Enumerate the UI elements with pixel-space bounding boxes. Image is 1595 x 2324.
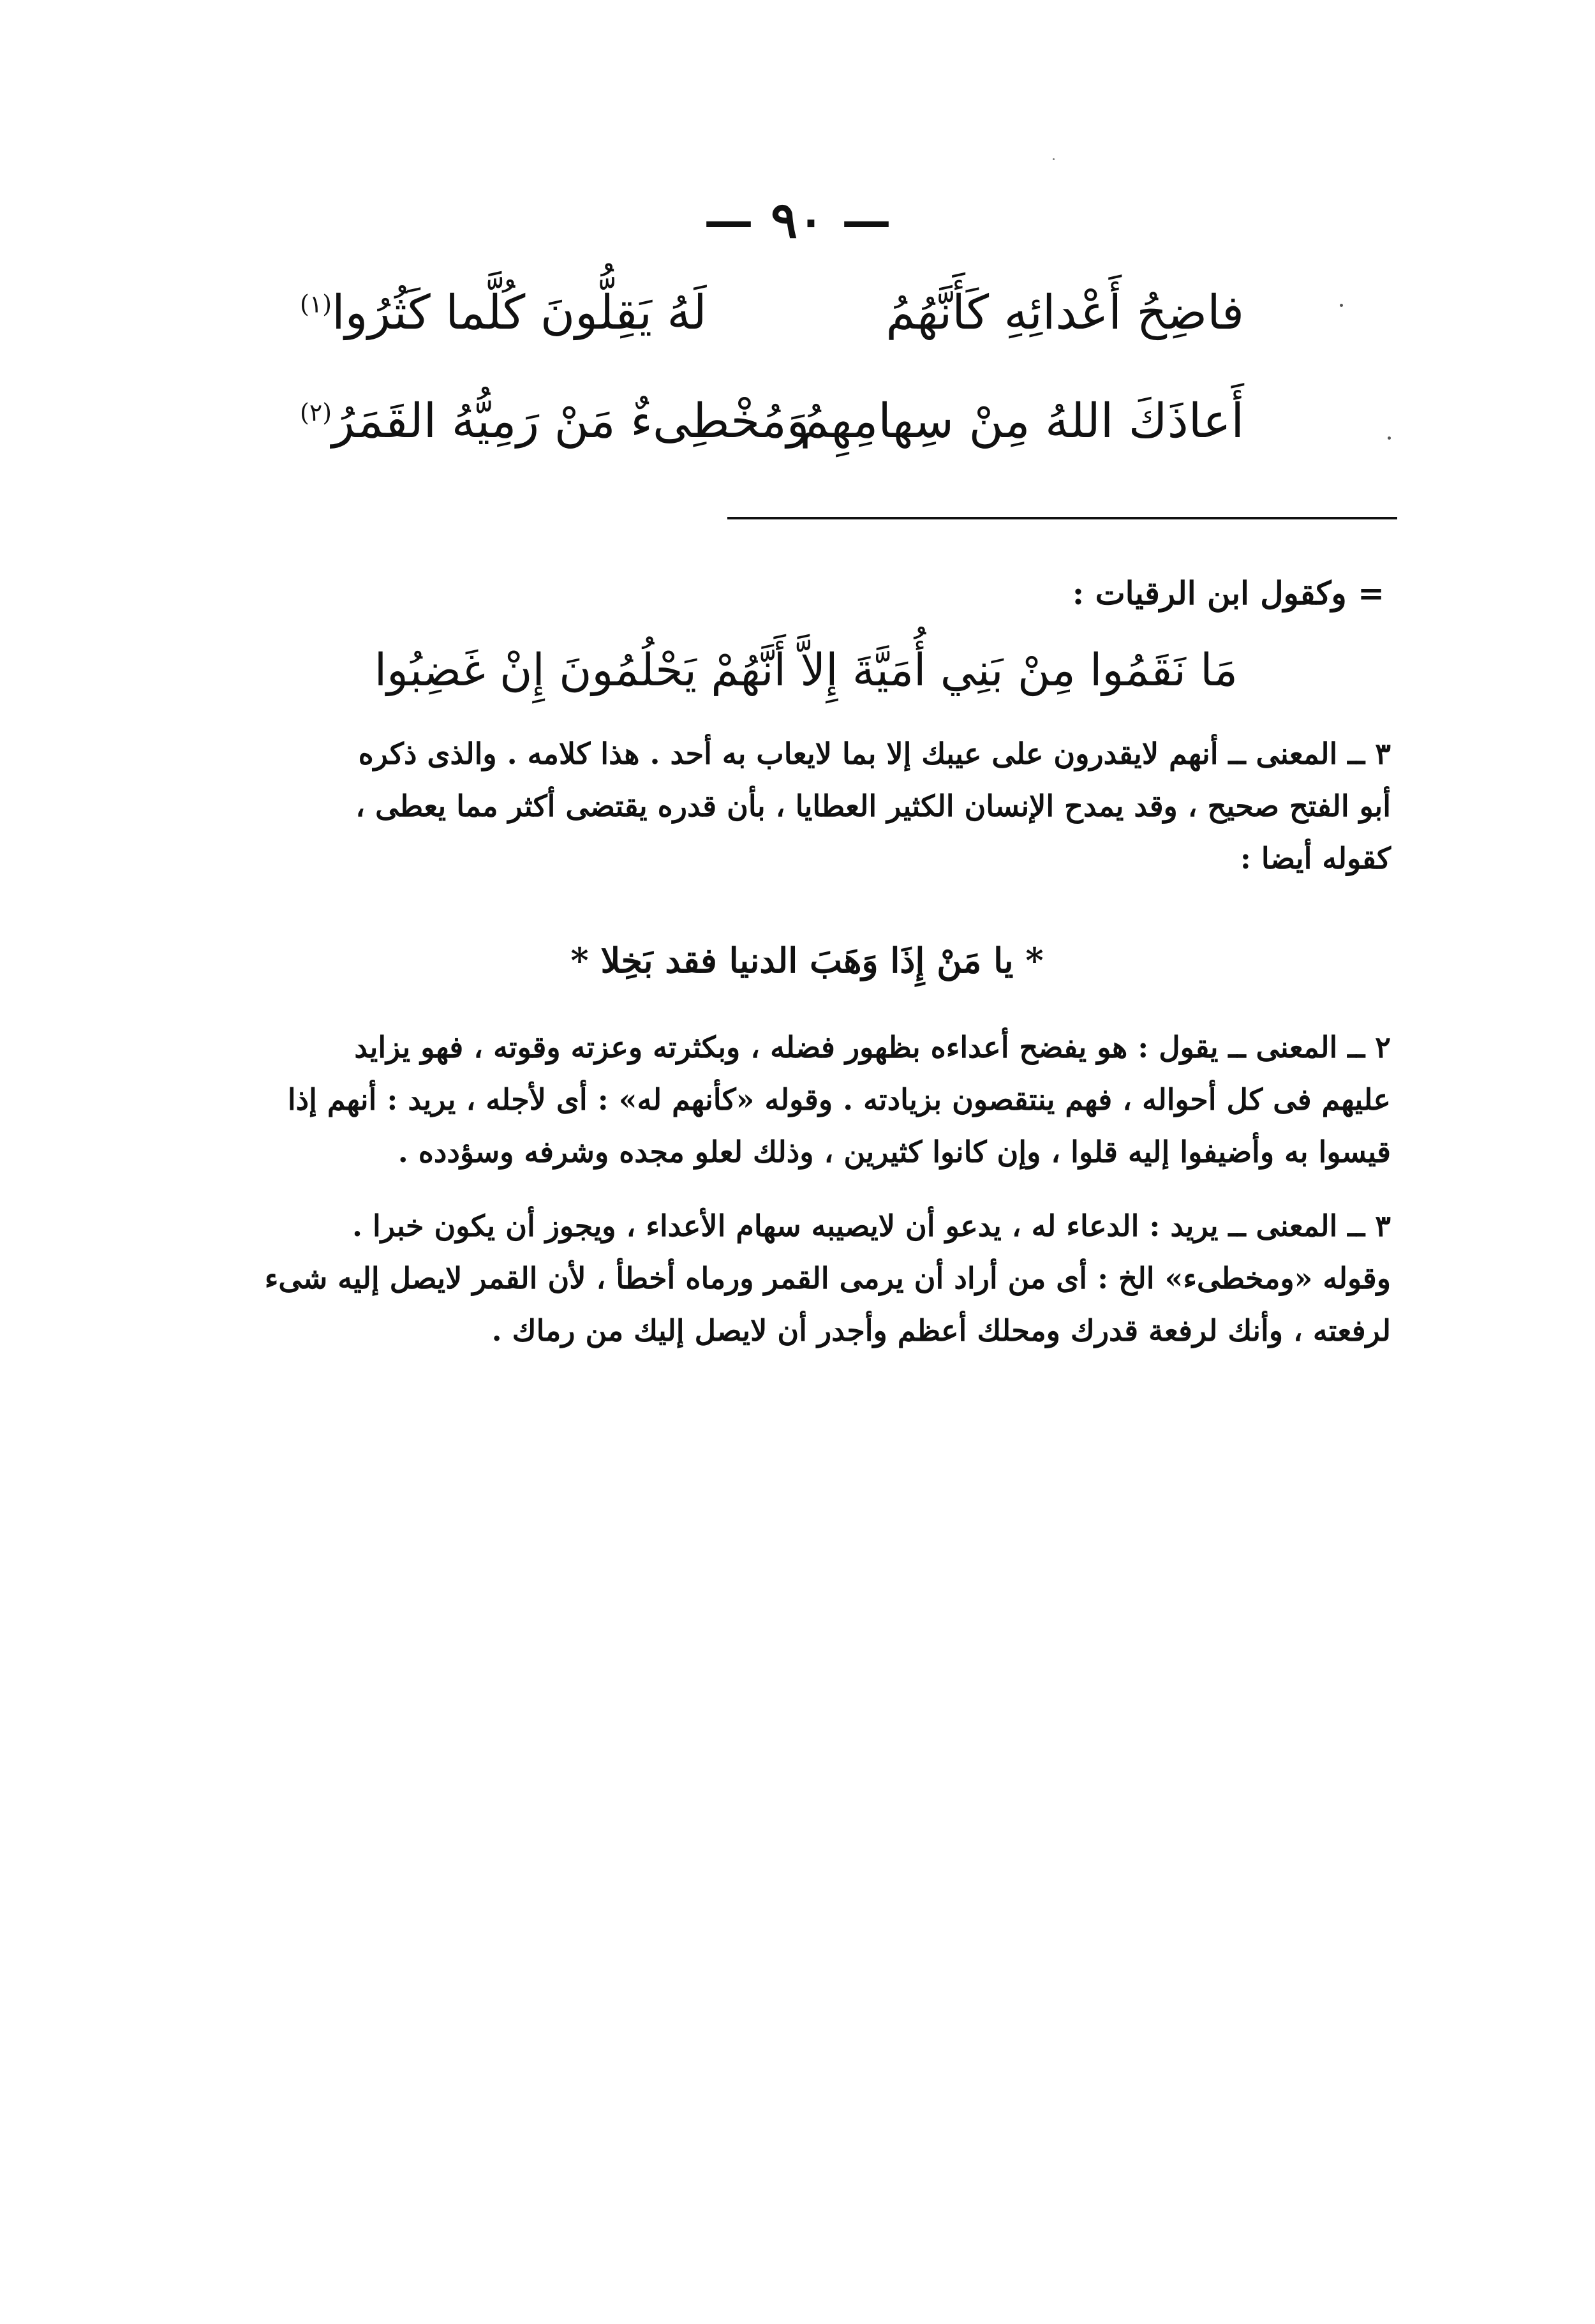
footnote-3-line: ٣ ــ المعنى ــ يريد : الدعاء له ، يدعو أن لايصيبه سهام الأعداء ، ويجوز أن يكون خبرا .: [352, 1209, 1391, 1243]
verse-1-second-hemistich-text: لَهُ يَقِلُّونَ كُلَّما كَثُرُوا: [332, 285, 707, 340]
scan-dot: [1340, 304, 1343, 307]
footnote-separator: [727, 517, 1397, 519]
footnote-3: [198, 1200, 1391, 1357]
footnote-3-line: لرفعته ، وأنك لرفعة قدرك ومحلك أعظم وأجدر أن لايصل إليك من رماك .: [491, 1313, 1391, 1348]
verse-1-second-hemistich: [300, 274, 707, 351]
footnote-1-line: أبو الفتح صحيح ، وقد يمدح الإنسان الكثير العطايا ، بأن قدره يقتضى أكثر مما يعطى ،: [355, 789, 1391, 823]
footnote-continuation-intro: = وكقول ابن الرقيات :: [1072, 574, 1384, 612]
verse-2-second-hemistich-text: وَمُخْطِىءٌ مَنْ رَمِيُّهُ القَمَرُ: [332, 394, 810, 449]
centered-quote: * يا مَنْ إِذَا وَهَبَ الدنيا فقد بَخِلا *: [570, 940, 1044, 981]
footnote-2-line: عليهم فى كل أحواله ، فهم ينتقصون بزيادته . وقوله «كأنهم له» : أى لأجله ، يريد : أنهم إذا: [287, 1082, 1391, 1117]
footnote-3-line: وقوله «ومخطىء» الخ : أى من أراد أن يرمى القمر ورماه أخطأ ، لأن القمر لايصل إليه شىء: [264, 1261, 1391, 1295]
verse-2-footnote-mark: (٢): [300, 398, 332, 427]
footnote-1-line: كقوله أيضا :: [1240, 841, 1391, 875]
scan-speck: [1053, 158, 1055, 160]
verse-line-2: [300, 383, 1244, 459]
scan-dot: [1388, 436, 1391, 440]
verse-line-1: [300, 274, 1244, 351]
verse-2-second-hemistich: [300, 383, 809, 459]
verse-2-first-hemistich: أَعاذَكَ اللهُ مِنْ سِهامِهِمُ: [799, 394, 1244, 449]
footnote-2-line: ٢ ــ المعنى ــ يقول : هو يفضح أعداءه بظهور فضله ، وبكثرته وعزته وقوته ، فهو يزايد: [354, 1030, 1391, 1064]
footnote-2-line: قيسوا به وأضيفوا إليه قلوا ، وإن كانوا كثيرين ، وذلك لعلو مجده وشرفه وسؤدده .: [397, 1135, 1391, 1169]
quoted-verse: مَا نَقَمُوا مِنْ بَنِي أُمَيَّةَ إِلاَّ أَنَّهُمْ يَحْلُمُونَ إِنْ غَضِبُوا: [374, 644, 1238, 696]
page-number: — ٩٠ —: [703, 191, 892, 250]
verse-1-footnote-mark: (١): [300, 290, 332, 318]
footnote-1-line: ٣ ــ المعنى ــ أنهم لايقدرون على عيبك إلا بما لايعاب به أحد . هذا كلامه . والذى ذكره: [358, 736, 1391, 771]
verse-1-first-hemistich: فاضِحُ أَعْدائِهِ كَأَنَّهُمُ: [886, 285, 1244, 340]
footnote-2: [198, 1021, 1391, 1178]
footnote-1: [198, 727, 1391, 884]
